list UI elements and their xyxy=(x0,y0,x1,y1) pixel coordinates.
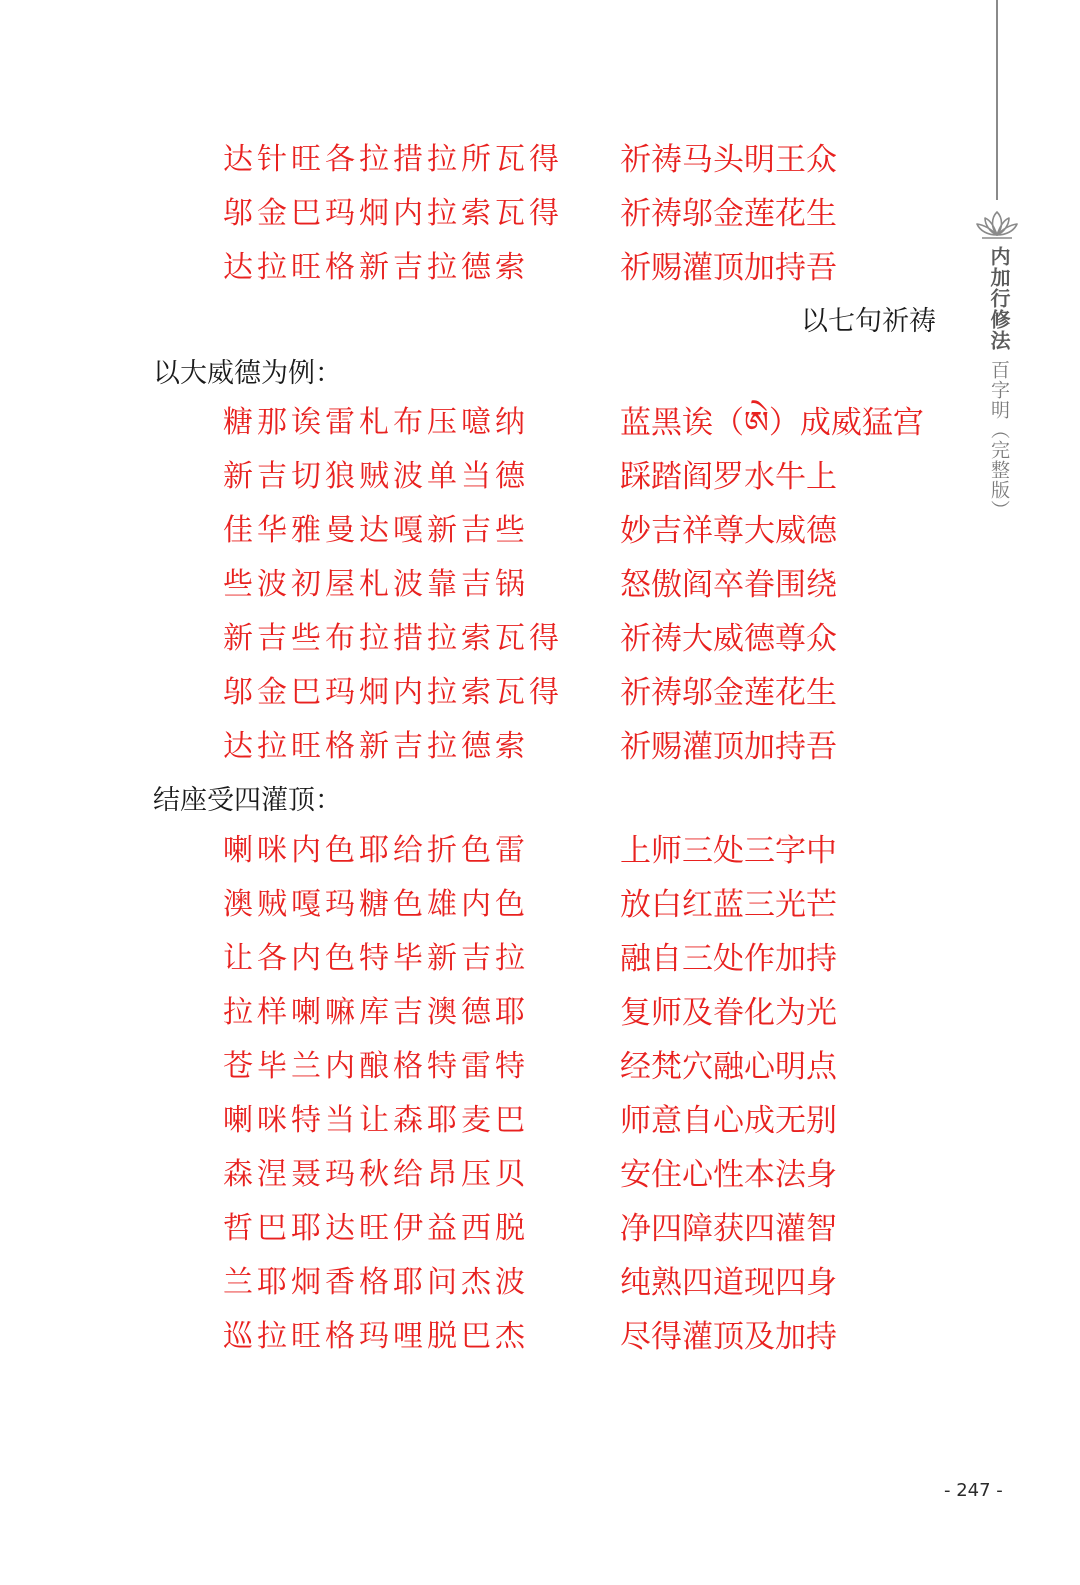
verse-translation: 尽得灌顶及加持 xyxy=(620,1319,837,1355)
verse-transliteration: 邬金巴玛炯内拉索瓦得 xyxy=(223,675,563,710)
verse-translation: 复师及眷化为光 xyxy=(620,995,837,1031)
verse-row xyxy=(0,248,980,302)
verse-transliteration: 森涅聂玛秋给昂压贝 xyxy=(223,1157,529,1192)
section-note: 以七句祈祷 xyxy=(801,306,936,337)
verse-translation: 经梵穴融心明点 xyxy=(620,1049,837,1085)
verse-row xyxy=(0,1047,980,1101)
verse-transliteration: 喇咪特当让森耶麦巴 xyxy=(223,1103,529,1138)
verse-translation: 蓝黑诶（ཨེ）成威猛宫 xyxy=(620,405,924,441)
section-heading: 以大威德为例： xyxy=(153,358,342,389)
verse-row xyxy=(0,673,980,727)
verse-translation: 祈祷邬金莲花生 xyxy=(620,675,837,711)
verse-transliteration: 哲巴耶达旺伊益西脱 xyxy=(223,1211,529,1246)
verse-translation: 融自三处作加持 xyxy=(620,941,837,977)
verse-row xyxy=(0,619,980,673)
verse-transliteration: 邬金巴玛炯内拉索瓦得 xyxy=(223,196,563,231)
verse-translation: 安住心性本法身 xyxy=(620,1157,837,1193)
verse-translation: 妙吉祥尊大威德 xyxy=(620,513,837,549)
verse-row xyxy=(0,993,980,1047)
verse-row xyxy=(0,140,980,194)
verse-row xyxy=(0,403,980,457)
sidebar-title: 内加行修法 xyxy=(987,246,1011,351)
verse-row xyxy=(0,1209,980,1263)
verse-row xyxy=(0,727,980,781)
section-heading: 结座受四灌顶： xyxy=(153,785,342,816)
verse-translation: 祈祷大威德尊众 xyxy=(620,621,837,657)
verse-row xyxy=(0,831,980,885)
verse-translation: 踩踏阎罗水牛上 xyxy=(620,459,837,495)
verse-transliteration: 兰耶炯香格耶问杰波 xyxy=(223,1265,529,1300)
verse-translation: 祈赐灌顶加持吾 xyxy=(620,729,837,765)
verse-row xyxy=(0,194,980,248)
verse-row xyxy=(0,1155,980,1209)
verse-transliteration: 新吉切狼贼波单当德 xyxy=(223,459,529,494)
verse-row xyxy=(0,1317,980,1371)
page-number: - 247 - xyxy=(944,1480,1003,1501)
verse-transliteration: 佳华雅曼达嘎新吉些 xyxy=(223,513,529,548)
verse-transliteration: 达拉旺格新吉拉德索 xyxy=(223,250,529,285)
verse-row xyxy=(0,457,980,511)
verse-transliteration: 达针旺各拉措拉所瓦得 xyxy=(223,142,563,177)
verse-row xyxy=(0,885,980,939)
lotus-icon xyxy=(974,208,1020,242)
verse-transliteration: 巡拉旺格玛哩脱巴杰 xyxy=(223,1319,529,1354)
verse-translation: 纯熟四道现四身 xyxy=(620,1265,837,1301)
verse-row xyxy=(0,939,980,993)
verse-translation: 怒傲阎卒眷围绕 xyxy=(620,567,837,603)
verse-transliteration: 苍毕兰内酿格特雷特 xyxy=(223,1049,529,1084)
verse-transliteration: 喇咪内色耶给折色雷 xyxy=(223,833,529,868)
verse-transliteration: 新吉些布拉措拉索瓦得 xyxy=(223,621,563,656)
verse-translation: 上师三处三字中 xyxy=(620,833,837,869)
verse-transliteration: 糖那诶雷札布压噫纳 xyxy=(223,405,529,440)
verse-translation: 放白红蓝三光芒 xyxy=(620,887,837,923)
verse-translation: 祈祷邬金莲花生 xyxy=(620,196,837,232)
verse-translation: 净四障获四灌智 xyxy=(620,1211,837,1247)
verse-row xyxy=(0,1263,980,1317)
verse-transliteration: 澳贼嘎玛糖色雄内色 xyxy=(223,887,529,922)
verse-row xyxy=(0,511,980,565)
sidebar-subtitle: 百字明（完整版） xyxy=(988,360,1010,520)
verse-translation: 祈祷马头明王众 xyxy=(620,142,837,178)
verse-translation: 师意自心成无别 xyxy=(620,1103,837,1139)
verse-transliteration: 让各内色特毕新吉拉 xyxy=(223,941,529,976)
side-divider xyxy=(996,0,998,200)
verse-row xyxy=(0,565,980,619)
verse-transliteration: 达拉旺格新吉拉德索 xyxy=(223,729,529,764)
verse-transliteration: 拉样喇嘛库吉澳德耶 xyxy=(223,995,529,1030)
verse-transliteration: 些波初屋札波靠吉锅 xyxy=(223,567,529,602)
verse-translation: 祈赐灌顶加持吾 xyxy=(620,250,837,286)
verse-row xyxy=(0,1101,980,1155)
